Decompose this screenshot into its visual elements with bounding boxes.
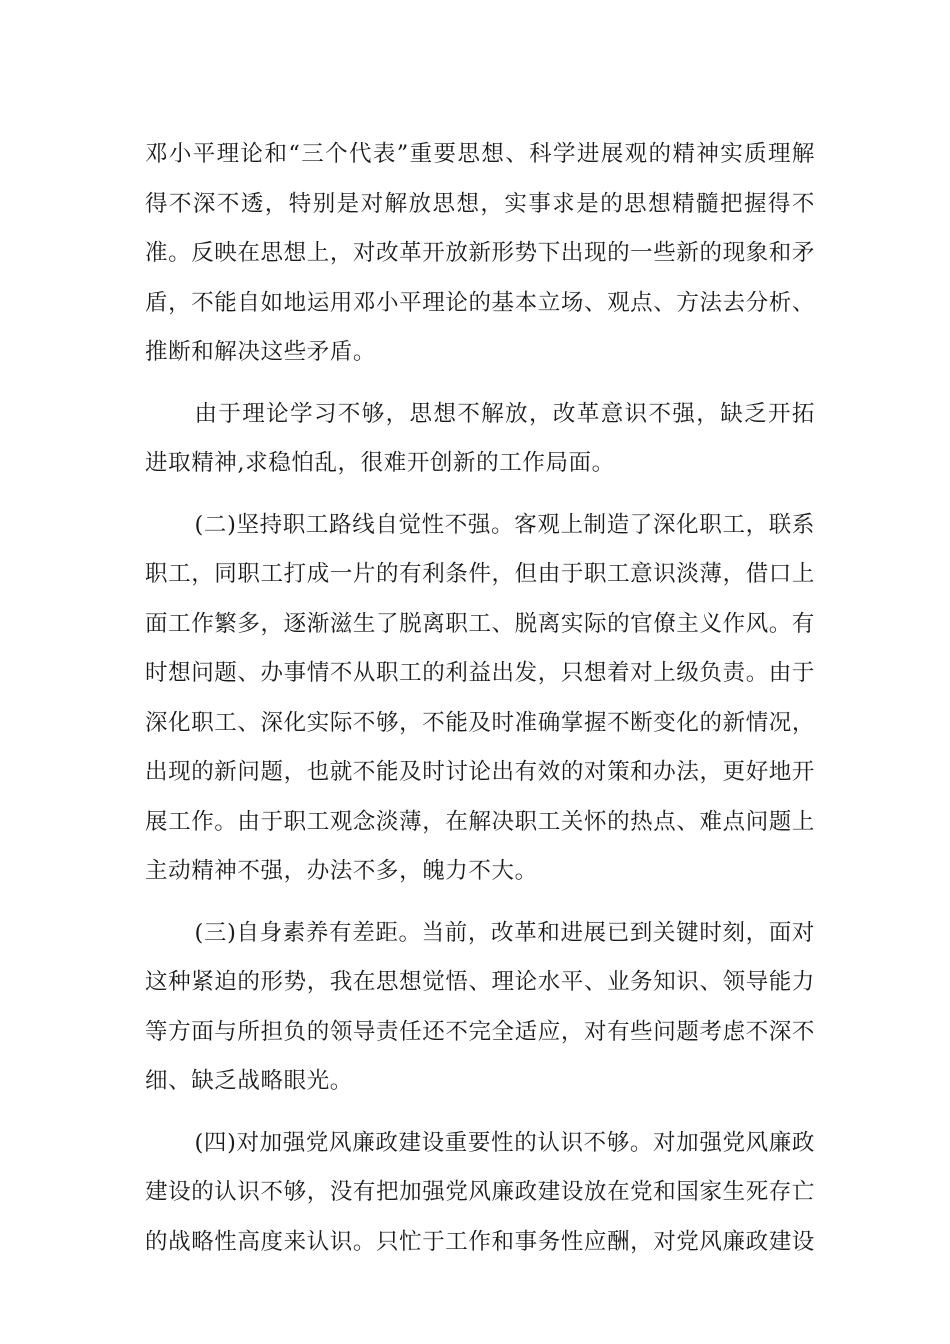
- paragraph-section-four: (四)对加强党风廉政建设重要性的认识不够。对加强党风廉政建设的认识不够，没有把加强党风廉政建设放在党和国家生死存亡的战略性高度来认识。只忙于工作和事务性应酬，对党风廉政建设: [145, 1129, 815, 1255]
- paragraph-section-two: (二)坚持职工路线自觉性不强。客观上制造了深化职工，联系职工，同职工打成一片的有利条件，但由于职工意识淡薄，借口上面工作繁多，逐渐滋生了脱离职工、脱离实际的官僚主义作风。有时想问题、办事情不从职工的利益出发，只想着对上级负责。由于深化职工、深化实际不够，不能及时准确掌握不断变化的新情况，出现的新问题，也就不能及时讨论出有效的对策和办法，更好地开展工作。由于职工观念淡薄，在解决职工关怀的热点、难点问题上主动精神不强，办法不多，魄力不大。: [145, 511, 815, 884]
- paragraph-continued-theory: 邓小平理论和“三个代表”重要思想、科学进展观的精神实质理解得不深不透，特别是对解放思想，实事求是的思想精髓把握得不准。反映在思想上，对改革开放新形势下出现的一些新的现象和矛盾，不能自如地运用邓小平理论的基本立场、观点、方法去分析、推断和解决这些矛盾。: [145, 141, 815, 365]
- document-body: [145, 130, 815, 1279]
- paragraph-section-three: (三)自身素养有差距。当前，改革和进展已到关键时刻，面对这种紧迫的形势，我在思想觉悟、理论水平、业务知识、领导能力等方面与所担负的领导责任还不完全适应，对有些问题考虑不深不细、缺乏战略眼光。: [145, 919, 815, 1094]
- paragraph-theory-study: 由于理论学习不够，思想不解放，改革意识不强，缺乏开拓进取精神,求稳怕乱，很难开创新的工作局面。: [145, 400, 815, 476]
